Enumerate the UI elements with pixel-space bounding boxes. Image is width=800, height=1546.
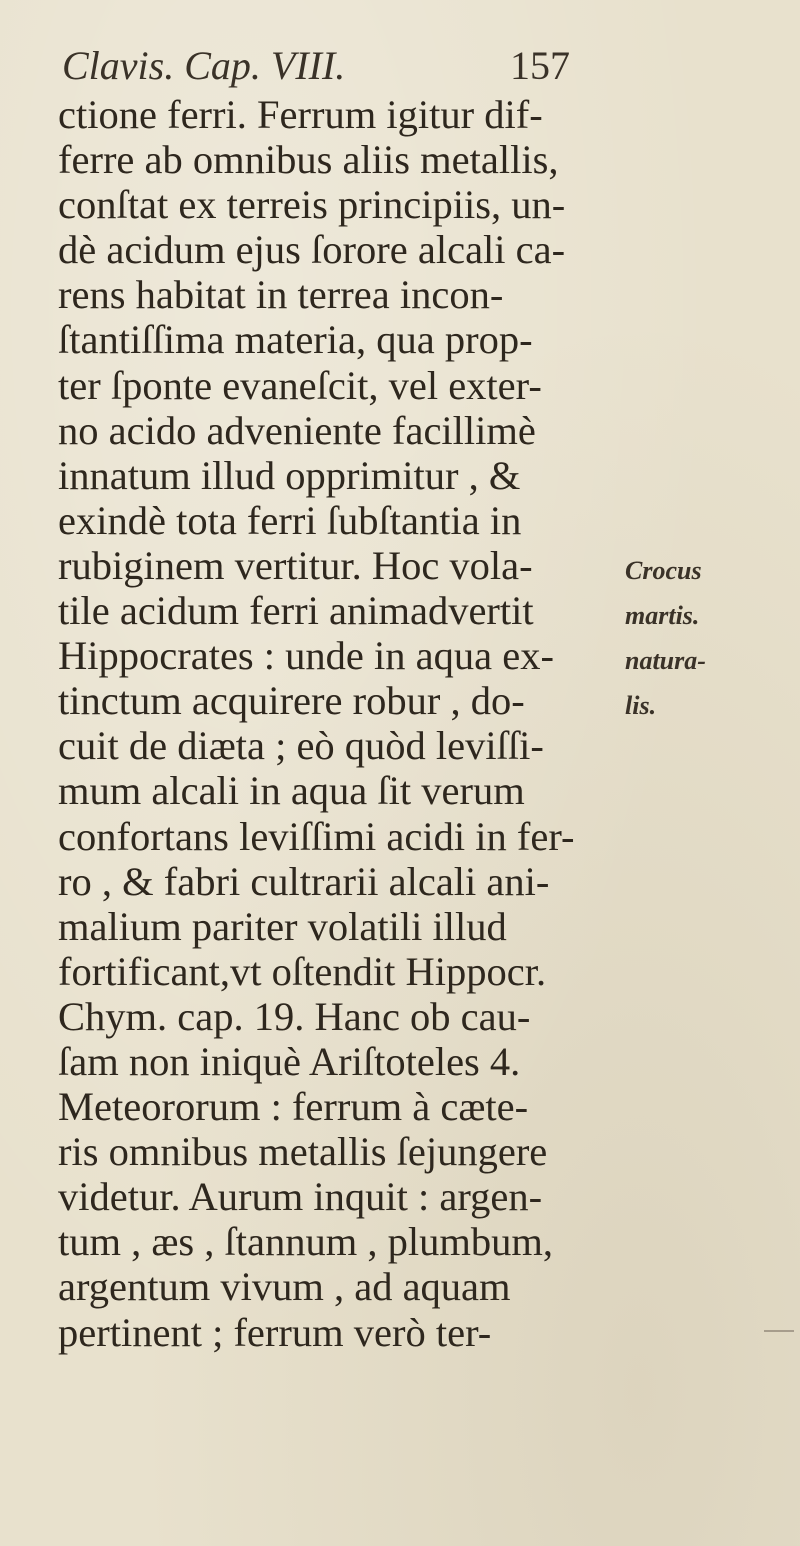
text-line: tum , æs , ſtannum , plumbum, [58,1219,554,1265]
text-line: conſtat ex terreis principiis, un- [58,182,566,228]
text-line: Hippocrates : unde in aqua ex- [58,633,554,679]
text-line: videtur. Aurum inquit : argen- [58,1174,543,1220]
text-line: ter ſponte evaneſcit, vel exter- [58,362,542,408]
text-line: Chym. cap. 19. Hanc ob cau- [58,993,531,1039]
page-header [62,42,622,90]
margin-note-line: martis. [625,601,700,631]
text-line: exindè tota ferri ſubſtantia in [58,497,522,543]
text-line: tile acidum ferri animadvertit [58,588,534,634]
body-text [58,92,618,1355]
text-line: Meteororum : ferrum à cæte- [58,1084,529,1130]
text-line: innatum illud opprimitur , & [58,452,521,498]
text-line: ro , & fabri cultrarii alcali ani- [58,858,550,904]
text-line: ſtantiſſima materia, qua prop- [58,317,533,363]
text-line: fortificant,vt oſtendit Hippocr. [58,948,547,994]
text-line: ctione ferri. Ferrum igitur dif- [58,92,543,137]
text-line: argentum vivum , ad aquam [58,1264,511,1310]
text-line: malium pariter volatili illud [58,903,507,949]
text-line: rubiginem vertitur. Hoc vola- [58,542,533,588]
margin-note-line: natura- [625,646,706,676]
text-line: dè acidum ejus ſorore alcali ca- [58,227,566,273]
page-number: 157 [510,43,570,88]
margin-note-line: Crocus [625,556,702,585]
text-line: no acido adveniente facillimè [58,407,536,453]
print-bleed-mark [764,1330,794,1332]
text-line: cuit de diæta ; eò quòd leviſſi- [58,723,544,769]
text-line: tinctum acquirere robur , do- [58,678,525,724]
text-line: ris omnibus metallis ſejungere [58,1129,548,1175]
margin-note-line: lis. [625,691,657,721]
text-line: ferre ab omnibus aliis metallis, [58,137,559,183]
text-line: ſam non iniquè Ariſtoteles 4. [58,1038,521,1084]
text-line: confortans leviſſimi acidi in fer- [58,813,575,859]
margin-note [625,548,795,728]
text-line: mum alcali in aqua ſit verum [58,768,525,814]
text-line: pertinent ; ferrum verò ter- [58,1309,492,1355]
running-title: Clavis. Cap. VIII. [62,43,346,88]
text-line: rens habitat in terrea incon- [58,272,504,318]
